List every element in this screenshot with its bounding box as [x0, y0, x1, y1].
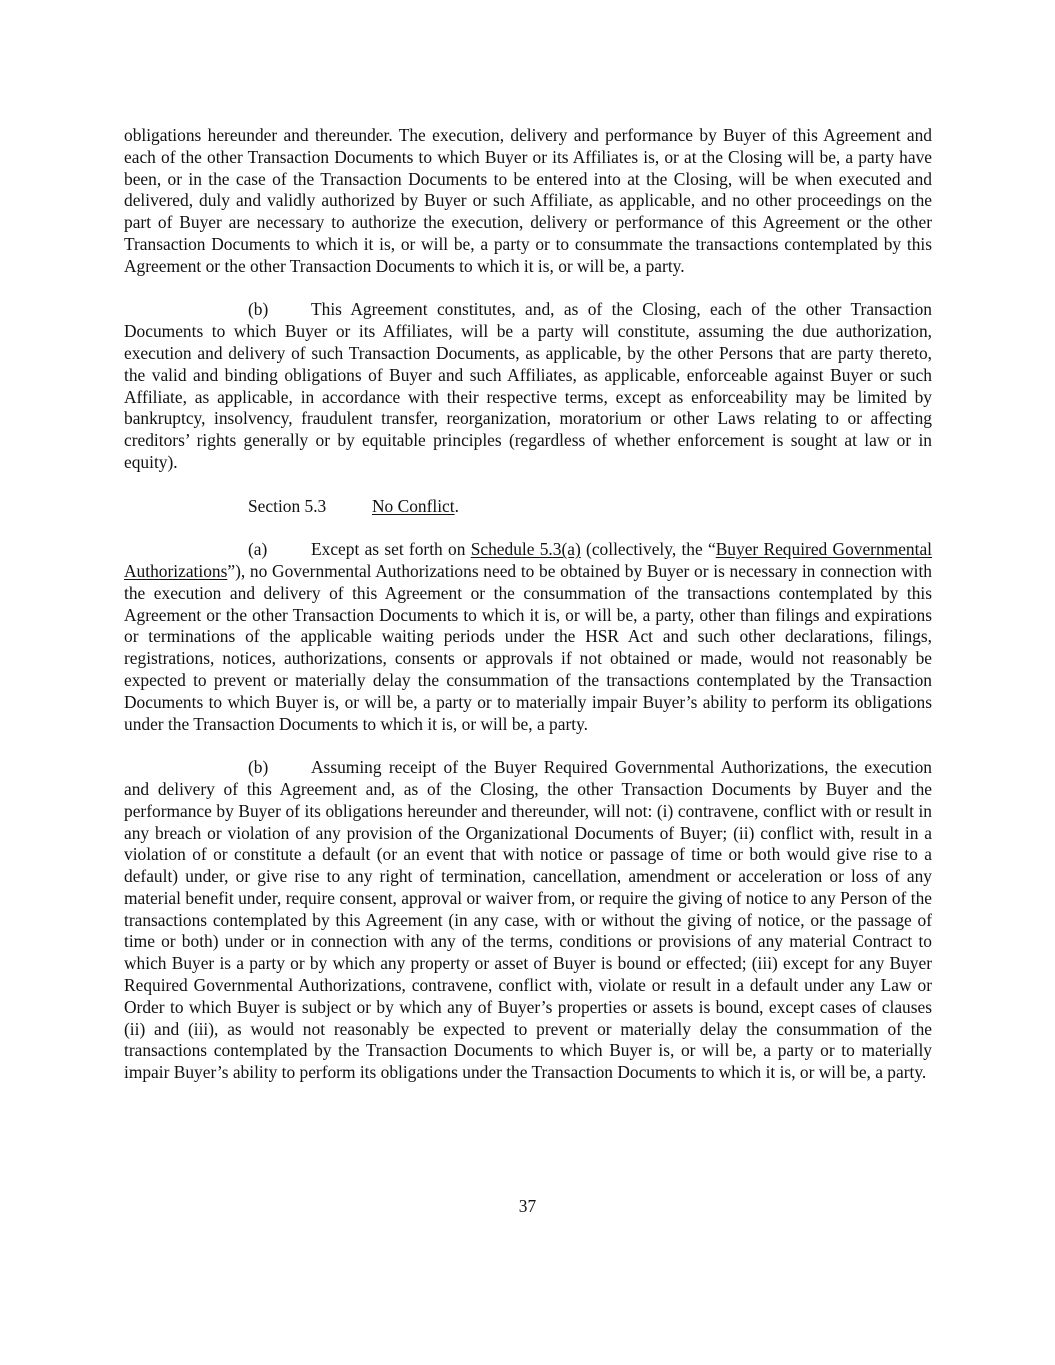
- section-title: No Conflict: [372, 495, 455, 516]
- clause-label-a: (a): [248, 539, 268, 560]
- defined-term: Buyer Required Governmental Authorizations: [124, 539, 932, 581]
- section-number: Section 5.3: [248, 495, 327, 516]
- document-page: [124, 125, 932, 1106]
- page-number: 37: [518, 1196, 537, 1216]
- paragraph-5-3-a-text-start: Except as set forth on: [311, 539, 471, 560]
- paragraph-5-3-a-text-end: ”), no Governmental Authorizations need to be obtained by Buyer or is necessary in connection with the execution and delivery of this Agreement or the consummation of the transactions contemplated by this Agreement or the other Transaction Documents to which it is, or will be, a party, other than filings and expirations or terminations of the applicable waiting periods under the HSR Act and such other declarations, filings, registrations, notices, authorizations, consents or approvals if not obtained or made, would not reasonably be expected to prevent or materially delay the consummation of the transactions contemplated by the Transaction Documents to which Buyer is, or will be, a party or to materially impair Buyer’s ability to perform its obligations under the Transaction Documents to which it is, or will be, a party.: [124, 560, 932, 734]
- section-heading: [124, 496, 932, 518]
- paragraph-5-3-a: [124, 539, 932, 735]
- paragraph-5-2-b-text: This Agreement constitutes, and, as of the Closing, each of the other Transaction Documents to which Buyer or its Affiliates, will be a party will constitute, assuming the due authorization, execution and delivery of such Transaction Documents, as applicable, by the other Persons that are party thereto, the valid and binding obligations of Buyer and such Affiliates, as applicable, enforceable against Buyer or such Affiliate, as applicable, in accordance with their respective terms, except as enforceability may be limited by bankruptcy, insolvency, fraudulent transfer, reorganization, moratorium or other Laws relating to or affecting creditors’ rights generally or by equitable principles (regardless of whether enforcement is sought at law or in equity).: [124, 299, 932, 472]
- clause-label-b-2: (b): [248, 757, 269, 778]
- paragraph-5-3-b: [124, 757, 932, 1084]
- paragraph-5-3-b-text: Assuming receipt of the Buyer Required Governmental Authorizations, the execution and delivery of this Agreement and, as of the Closing, the other Transaction Documents by Buyer and the performance by Buyer of its obligations hereunder and thereunder, will not: (i) contravene, conflict with or result in any breach or violation of any provision of the Organizational Documents of Buyer; (ii) conflict with, result in a violation of or constitute a default (or an event that with notice or passage of time or both would give rise to a default) under, or give rise to any right of termination, cancellation, amendment or acceleration or loss of any material benefit under, require consent, approval or waiver from, or require the giving of notice to any Person of the transactions contemplated by this Agreement (in any case, with or without the giving of notice, or the passage of time or both) under or in connection with any of the terms, conditions or provisions of any material Contract to which Buyer is a party or by which any property or asset of Buyer is bound or effected; (iii) except for any Buyer Required Governmental Authorizations, contravene, conflict with, violate or result in a default under any Law or Order to which Buyer is subject or by which any of Buyer’s properties or assets is bound, except cases of clauses (ii) and (iii), as would not reasonably be expected to prevent or materially delay the consummation of the transactions contemplated by the Transaction Documents to which Buyer is, or will be, a party or to materially impair Buyer’s ability to perform its obligations under the Transaction Documents to which it is, or will be, a party.: [124, 757, 932, 1083]
- paragraph-5-2-b: [124, 299, 932, 473]
- section-title-period: .: [454, 495, 459, 516]
- paragraph-continuation: [124, 125, 932, 278]
- paragraph-5-3-a-text-mid: (collectively, the “: [580, 539, 716, 560]
- schedule-reference: Schedule 5.3(a): [470, 539, 581, 560]
- clause-label-b: (b): [248, 299, 269, 320]
- paragraph-continuation-text: obligations hereunder and thereunder. The execution, delivery and performance by Buyer of this Agreement and each of the other Transaction Documents to which Buyer or its Affiliates is, or at the Closing will be, a party have been, or in the case of the Transaction Documents to be entered into at the Closing, will be when executed and delivered, duly and validly authorized by Buyer or such Affiliate, as applicable, and no other proceedings on the part of Buyer are necessary to authorize the execution, delivery or performance of this Agreement or the other Transaction Documents to which it is, or will be, a party or to consummate the transactions contemplated by this Agreement or the other Transaction Documents to which it is, or will be, a party.: [124, 125, 932, 276]
